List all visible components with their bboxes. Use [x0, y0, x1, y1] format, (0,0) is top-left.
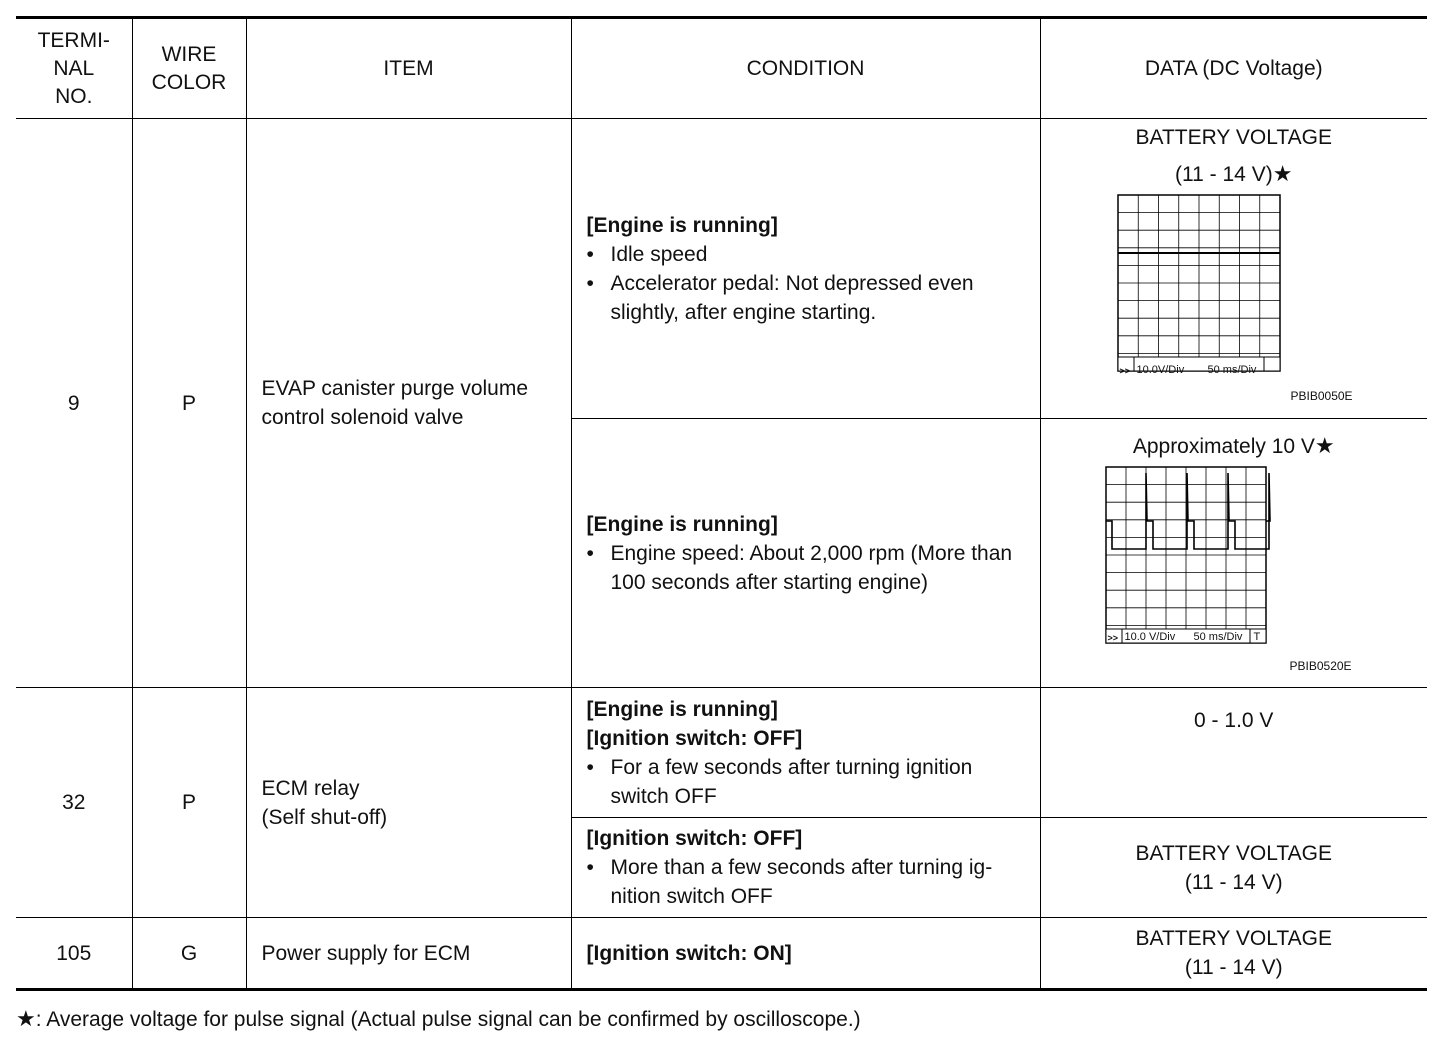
- condition-cell: [571, 688, 1040, 818]
- ecm-terminal-table: [16, 16, 1427, 991]
- table-row-9a: [16, 119, 1427, 419]
- data-cell: [1040, 119, 1427, 419]
- condition-bullet: • Engine speed: About 2,000 rpm (More than 100 seconds after starting engine): [587, 539, 1034, 597]
- header-condition: CONDITION: [571, 18, 1040, 119]
- data-cell: [1040, 818, 1427, 918]
- star-icon: ★: [1314, 433, 1335, 458]
- scope-grid: [1106, 467, 1266, 643]
- item-cell: Power supply for ECM: [246, 918, 571, 990]
- star-icon: ★: [16, 1006, 36, 1031]
- condition-head: [Ignition switch: OFF]: [586, 827, 803, 850]
- condition-head: [Ignition switch: OFF]: [586, 726, 803, 750]
- footnote-text: : Average voltage for pulse signal (Actual pulse signal can be confirmed by oscilloscope.): [35, 1008, 861, 1031]
- condition-cell: [571, 918, 1040, 990]
- condition-bullets: [587, 853, 1034, 911]
- condition-bullet: • More than a few seconds after turning ig-nition switch OFF: [587, 853, 1034, 911]
- header-wire-color-line: COLOR: [151, 70, 227, 94]
- condition-cell: [571, 419, 1040, 688]
- data-line: (11 - 14 V): [1184, 956, 1283, 979]
- data-line: BATTERY VOLTAGE: [1135, 126, 1332, 149]
- header-row: [16, 18, 1427, 119]
- scope-time-div: 50 ms/Div: [1207, 364, 1257, 376]
- data-line: (11 - 14 V): [1184, 870, 1283, 894]
- terminal-cell: 105: [16, 918, 132, 990]
- condition-head: [Engine is running]: [586, 512, 778, 536]
- figure-code: PBIB0050E: [1290, 389, 1353, 403]
- condition-bullet: • Idle speed: [587, 240, 1034, 269]
- data-line-with-star: [1041, 159, 1428, 189]
- header-terminal-line: NO.: [55, 84, 93, 108]
- item-line: ECM relay: [261, 776, 360, 800]
- oscilloscope-figure: [1041, 191, 1428, 411]
- data-line: BATTERY VOLTAGE: [1135, 927, 1332, 950]
- scope-volt-div: 10.0 V/Div: [1124, 631, 1176, 643]
- footnote: [16, 1005, 1427, 1034]
- figure-code: PBIB0520E: [1289, 659, 1352, 673]
- condition-bullet: • For a few seconds after turning ignition switch OFF: [587, 753, 1034, 811]
- data-value: Approximately 10 V: [1132, 435, 1315, 458]
- oscilloscope-figure: [1041, 463, 1428, 685]
- header-terminal-line: NAL: [53, 56, 95, 80]
- wire-color-cell: P: [132, 119, 246, 688]
- table-row-32a: [16, 688, 1427, 818]
- scope-trigger: T: [1253, 631, 1261, 643]
- condition-cell: [571, 818, 1040, 918]
- item-cell: [246, 688, 571, 918]
- data-value: (11 - 14 V): [1175, 163, 1273, 186]
- terminal-cell: 32: [16, 688, 132, 918]
- terminal-data-document: [16, 16, 1427, 1034]
- wire-color-cell: G: [132, 918, 246, 990]
- data-line: BATTERY VOLTAGE: [1135, 841, 1332, 865]
- header-data: DATA (DC Voltage): [1040, 18, 1427, 119]
- item-cell: EVAP canister purge volume control solenoid valve: [246, 119, 571, 688]
- data-cell: [1040, 918, 1427, 990]
- header-terminal: [16, 18, 132, 119]
- oscilloscope-waveform-flat: [1041, 191, 1428, 411]
- star-icon: ★: [1272, 161, 1293, 186]
- condition-bullets: [587, 539, 1034, 597]
- data-cell: [1040, 419, 1427, 688]
- condition-bullets: [587, 753, 1034, 811]
- scope-time-div: 50 ms/Div: [1193, 631, 1243, 643]
- scope-volt-div: 10.0V/Div: [1136, 364, 1185, 376]
- scope-grid: [1118, 195, 1280, 371]
- condition-cell: [571, 119, 1040, 419]
- scope-marker: >>: [1119, 366, 1131, 376]
- condition-bullet: • Accelerator pedal: Not depressed even slightly, after engine starting.: [587, 269, 1034, 327]
- table-row-105: [16, 918, 1427, 990]
- terminal-cell: 9: [16, 119, 132, 688]
- data-cell: [1040, 688, 1427, 818]
- data-line-with-star: [1041, 431, 1428, 461]
- header-wire-color: [132, 18, 246, 119]
- condition-head: [Engine is running]: [586, 697, 778, 721]
- header-terminal-line: TERMI-: [37, 28, 110, 52]
- data-value: 0 - 1.0 V: [1194, 709, 1274, 732]
- header-wire-color-line: WIRE: [161, 42, 217, 66]
- condition-bullets: [587, 240, 1034, 327]
- item-line: (Self shut-off): [261, 805, 388, 829]
- header-item: ITEM: [246, 18, 571, 119]
- condition-head: [Ignition switch: ON]: [586, 941, 792, 965]
- condition-head: [Engine is running]: [586, 213, 778, 237]
- scope-marker: >>: [1107, 633, 1119, 643]
- oscilloscope-waveform-pulse: [1041, 463, 1428, 685]
- wire-color-cell: P: [132, 688, 246, 918]
